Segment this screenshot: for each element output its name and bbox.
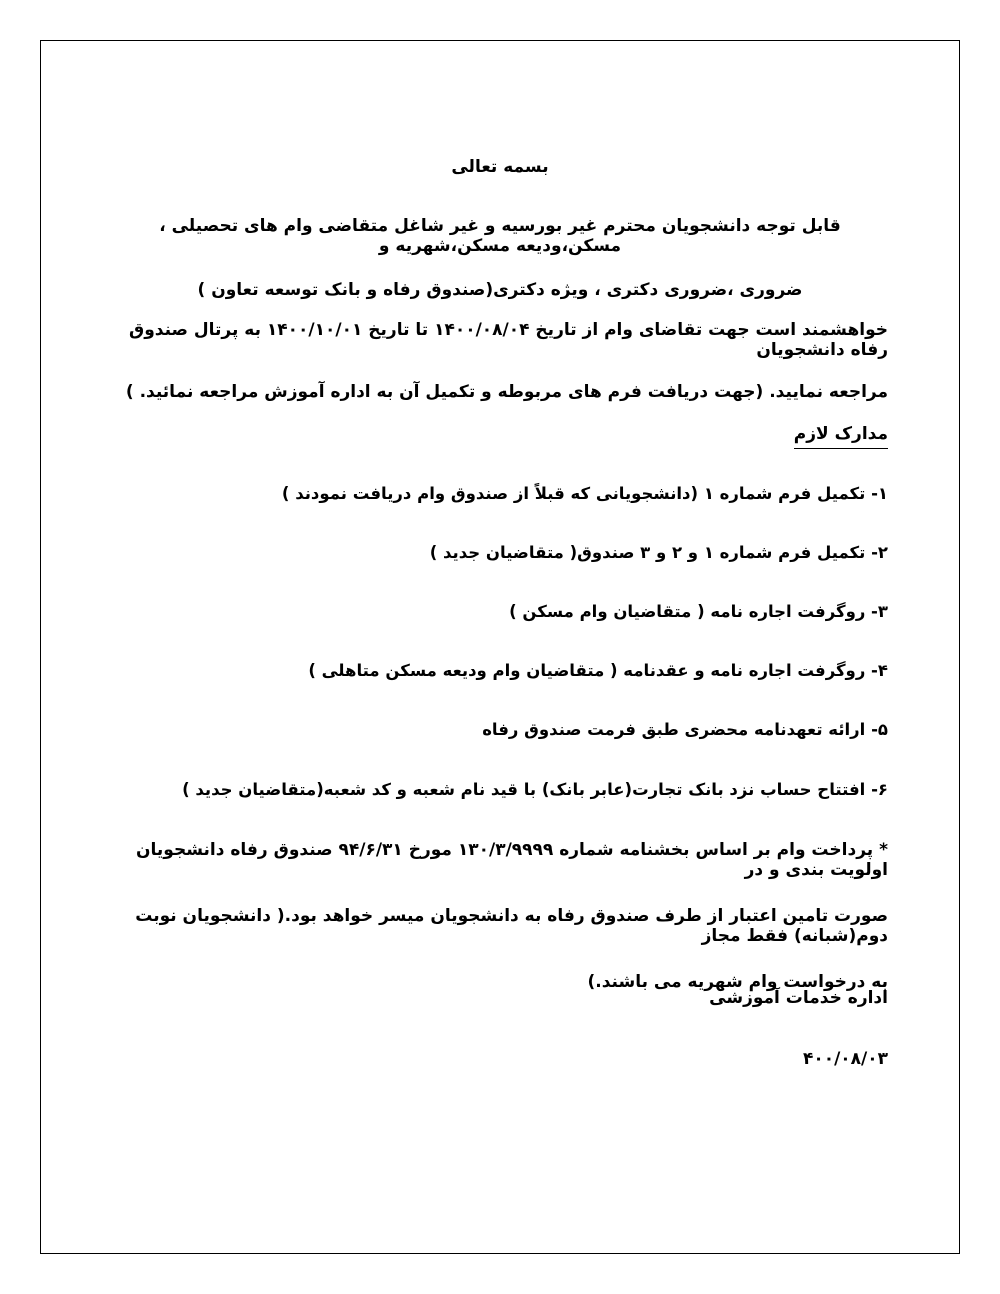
signature-office: اداره خدمات آموزشی bbox=[709, 988, 888, 1008]
required-document-item: ۳- روگرفت اجاره نامه ( متقاضیان وام مسکن ) bbox=[509, 602, 888, 621]
addressee-line-1: قابل توجه دانشجویان محترم غیر بورسیه و غیر شاغل متقاضی وام های تحصیلی ، مسکن،ودیعه مسکن،شهریه و bbox=[159, 216, 841, 256]
letter-title: بسمه تعالی bbox=[451, 157, 549, 177]
signature-date: ۴۰۰/۰۸/۰۳ bbox=[802, 1049, 888, 1069]
payment-note-line-2: صورت تامین اعتبار از طرف صندوق رفاه به دانشجویان میسر خواهد بود.( دانشجویان نوبت دوم(شبانه) فقط مجاز bbox=[135, 906, 888, 946]
payment-note-line-3: به درخواست وام شهریه می باشند.) bbox=[587, 972, 888, 992]
required-documents-heading-text: مدارک لازم bbox=[794, 424, 888, 449]
request-line-1: خواهشمند است جهت تقاضای وام از تاریخ ۱۴۰۰/۰۸/۰۴ تا تاریخ ۱۴۰۰/۱۰/۰۱ به پرتال صندوق رفاه دانشجویان bbox=[129, 320, 888, 360]
required-document-item: ۴- روگرفت اجاره نامه و عقدنامه ( متقاضیان وام ودیعه مسکن متاهلی ) bbox=[308, 661, 888, 680]
request-paragraph bbox=[112, 320, 888, 402]
required-documents-heading bbox=[112, 424, 888, 444]
required-document-item: ۱- تکمیل فرم شماره ۱ (دانشجویانی که قبلاً از صندوق وام دریافت نمودند ) bbox=[281, 484, 888, 503]
addressee-block bbox=[112, 216, 888, 300]
required-document-item: ۲- تکمیل فرم شماره ۱ و ۲ و ۳ صندوق( متقاضیان جدید ) bbox=[429, 543, 888, 562]
request-line-2: مراجعه نمایید. (جهت دریافت فرم های مربوطه و تکمیل آن به اداره آموزش مراجعه نمائید. ) bbox=[125, 382, 888, 402]
addressee-line-2: ضروری ،ضروری دکتری ، ویژه دکتری(صندوق رفاه و بانک توسعه تعاون ) bbox=[197, 280, 803, 300]
payment-note-line-1: * پرداخت وام بر اساس بخشنامه شماره ۱۳۰/۳/۹۹۹۹ مورخ ۹۴/۶/۳۱ صندوق رفاه دانشجویان اولویت بندی و در bbox=[136, 840, 888, 880]
required-document-item: ۵- ارائه تعهدنامه محضری طبق فرمت صندوق رفاه bbox=[482, 720, 888, 739]
required-document-item: ۶- افتتاح حساب نزد بانک تجارت(عابر بانک) با قید نام شعبه و کد شعبه(متقاضیان جدید ) bbox=[182, 780, 888, 799]
